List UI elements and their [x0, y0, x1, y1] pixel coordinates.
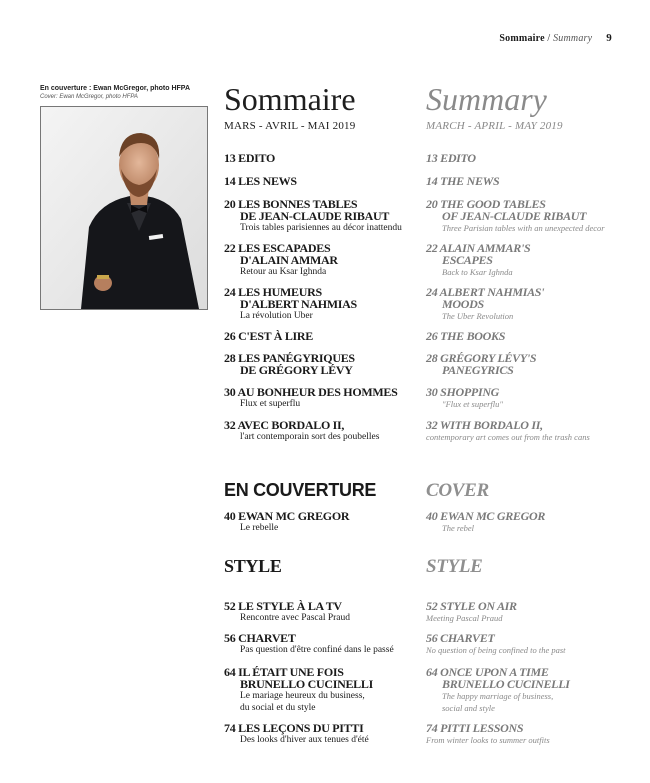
- toc-entry[interactable]: [426, 352, 631, 376]
- entry-page: 74: [426, 721, 438, 735]
- entry-page: 14: [426, 174, 438, 188]
- entry-subtitle: Back to Ksar Ighnda: [442, 267, 513, 277]
- toc-entry[interactable]: [224, 666, 429, 714]
- cover-caption-en: Cover: Ewan McGregor, photo HFPA: [40, 94, 138, 100]
- entry-page: 40: [224, 509, 236, 523]
- entry-title: STYLE ON AIR: [440, 599, 517, 613]
- entry-page: 64: [224, 665, 236, 679]
- entry-title: CHARVET: [238, 631, 296, 645]
- entry-title-line2: OF JEAN-CLAUDE RIBAUT: [442, 209, 587, 223]
- entry-title: LES PANÉGYRIQUES: [238, 351, 355, 365]
- entry-title-line2: ESCAPES: [442, 253, 493, 267]
- entry-title: AVEC BORDALO II,: [237, 418, 345, 432]
- entry-page: 52: [426, 599, 438, 613]
- toc-entry[interactable]: [224, 632, 429, 656]
- toc-entry[interactable]: [224, 152, 429, 164]
- entry-title: LES BONNES TABLES: [238, 197, 358, 211]
- page-number: 9: [606, 32, 612, 44]
- entry-title: THE GOOD TABLES: [440, 197, 546, 211]
- entry-page: 30: [426, 385, 438, 399]
- entry-subtitle: Retour au Ksar Ighnda: [240, 267, 327, 277]
- header-separator: /: [544, 33, 554, 44]
- entry-title: LES LEÇONS DU PITTI: [238, 721, 364, 735]
- entry-subtitle: Le mariage heureux du business,: [240, 691, 365, 701]
- entry-title: THE BOOKS: [440, 329, 506, 343]
- entry-subtitle: Trois tables parisiennes au décor inattendu: [240, 223, 402, 233]
- toc-entry[interactable]: [224, 175, 429, 187]
- toc-entry[interactable]: [224, 198, 429, 234]
- entry-title: CHARVET: [440, 631, 495, 645]
- entry-subtitle: The rebel: [442, 523, 475, 533]
- entry-page: 52: [224, 599, 236, 613]
- toc-entry[interactable]: [224, 386, 429, 410]
- page-header: [499, 32, 612, 44]
- entry-subtitle: La révolution Uber: [240, 311, 313, 321]
- toc-entry[interactable]: [426, 386, 631, 410]
- toc-entry[interactable]: [426, 722, 631, 746]
- entry-subtitle: Des looks d'hiver aux tenues d'été: [240, 735, 369, 745]
- entry-page: 74: [224, 721, 236, 735]
- entry-page: 28: [426, 351, 438, 365]
- toc-entry[interactable]: [426, 286, 631, 322]
- title-sommaire: Sommaire: [224, 81, 356, 117]
- entry-subtitle: Le rebelle: [240, 523, 279, 533]
- toc-entry[interactable]: [224, 722, 429, 746]
- entry-title-line2: D'ALBERT NAHMIAS: [240, 297, 357, 311]
- dates-en: MARCH - APRIL - MAY 2019: [426, 120, 563, 132]
- entry-subtitle: The happy marriage of business,: [442, 691, 554, 701]
- entry-subtitle: Flux et superflu: [240, 399, 301, 409]
- toc-entry[interactable]: [224, 419, 429, 443]
- entry-subtitle-line2: du social et du style: [240, 703, 316, 713]
- entry-page: 24: [224, 285, 236, 299]
- entry-page: 32: [224, 418, 236, 432]
- entry-page: 22: [224, 241, 236, 255]
- entry-subtitle: Pas question d'être confiné dans le passé: [240, 645, 394, 655]
- entry-page: 14: [224, 174, 236, 188]
- entry-title: LES NEWS: [238, 174, 297, 188]
- entry-title-line2: D'ALAIN AMMAR: [240, 253, 338, 267]
- entry-title-line2: DE JEAN-CLAUDE RIBAUT: [240, 209, 390, 223]
- header-sommaire: Sommaire: [499, 33, 545, 44]
- entry-subtitle: Three Parisian tables with an unexpected decor: [442, 223, 605, 233]
- entry-page: 22: [426, 241, 438, 255]
- toc-entry[interactable]: [426, 600, 631, 624]
- entry-page: 13: [224, 151, 236, 165]
- entry-title: EWAN MC GREGOR: [238, 509, 350, 523]
- entry-page: 56: [426, 631, 438, 645]
- entry-title-line2: BRUNELLO CUCINELLI: [240, 677, 373, 691]
- entry-page: 30: [224, 385, 236, 399]
- entry-subtitle-line2: social and style: [442, 703, 495, 713]
- entry-title: EWAN MC GREGOR: [440, 509, 546, 523]
- entry-subtitle: "Flux et superflu": [442, 399, 503, 409]
- toc-entry[interactable]: [426, 330, 631, 342]
- toc-entry[interactable]: [426, 175, 631, 187]
- section-head-style: STYLE: [426, 556, 483, 577]
- entry-page: 64: [426, 665, 438, 679]
- entry-page: 13: [426, 151, 438, 165]
- cover-caption: [40, 84, 210, 102]
- entry-title: EDITO: [440, 151, 476, 165]
- section-head-style: STYLE: [224, 556, 282, 576]
- toc-entry[interactable]: [426, 666, 631, 714]
- entry-title-line2: BRUNELLO CUCINELLI: [442, 677, 570, 691]
- toc-entry[interactable]: [224, 242, 429, 278]
- toc-entry[interactable]: [426, 152, 631, 164]
- entry-title: LE STYLE À LA TV: [238, 599, 342, 613]
- entry-page: 26: [426, 329, 438, 343]
- entry-page: 26: [224, 329, 236, 343]
- entry-title: IL ÉTAIT UNE FOIS: [238, 665, 344, 679]
- section-head-cover: EN COUVERTURE: [224, 480, 377, 500]
- entry-subtitle: From winter looks to summer outfits: [426, 735, 550, 745]
- entry-title: ONCE UPON A TIME: [440, 665, 549, 679]
- cover-photo: [40, 106, 208, 310]
- entry-subtitle: Meeting Pascal Praud: [426, 613, 503, 623]
- title-summary: Summary: [426, 81, 547, 117]
- toc-entry[interactable]: [426, 632, 631, 656]
- entry-title: WITH BORDALO II,: [439, 418, 543, 432]
- toc-entry[interactable]: [426, 242, 631, 278]
- entry-title-line2: DE GRÉGORY LÉVY: [240, 363, 353, 377]
- toc-entry[interactable]: [224, 286, 429, 322]
- entry-page: 20: [426, 197, 438, 211]
- entry-title: AU BONHEUR DES HOMMES: [237, 385, 398, 399]
- entry-subtitle: The Uber Revolution: [442, 311, 514, 321]
- portrait-illustration: [41, 107, 207, 309]
- entry-title: ALBERT NAHMIAS': [439, 285, 545, 299]
- entry-title: LES ESCAPADES: [238, 241, 331, 255]
- cover-caption-fr: En couverture : Ewan McGregor, photo HFPA: [40, 85, 190, 92]
- entry-subtitle: No question of being confined to the past: [426, 645, 566, 655]
- entry-title-line2: MOODS: [442, 297, 484, 311]
- entry-page: 40: [426, 509, 438, 523]
- toc-entry[interactable]: [426, 510, 631, 534]
- entry-title: THE NEWS: [440, 174, 500, 188]
- toc-entry[interactable]: [426, 198, 631, 234]
- entry-title-line2: PANEGYRICS: [442, 363, 514, 377]
- entry-page: 28: [224, 351, 236, 365]
- toc-entry[interactable]: [224, 510, 429, 534]
- entry-title: GRÉGORY LÉVY'S: [440, 351, 537, 365]
- section-head-cover: COVER: [426, 480, 489, 501]
- entry-subtitle: l'art contemporain sort des poubelles: [240, 432, 380, 442]
- toc-entry[interactable]: [426, 419, 631, 443]
- entry-page: 56: [224, 631, 236, 645]
- entry-page: 32: [426, 418, 438, 432]
- entry-title: LES HUMEURS: [238, 285, 322, 299]
- entry-subtitle: Rencontre avec Pascal Praud: [240, 613, 350, 623]
- entry-subtitle: contemporary art comes out from the trash cans: [426, 432, 590, 442]
- dates-fr: MARS - AVRIL - MAI 2019: [224, 120, 356, 132]
- entry-title: EDITO: [238, 151, 276, 165]
- entry-title: C'EST À LIRE: [238, 329, 313, 343]
- toc-entry[interactable]: [224, 352, 429, 376]
- entry-title: PITTI LESSONS: [440, 721, 524, 735]
- entry-title: ALAIN AMMAR'S: [439, 241, 531, 255]
- entry-page: 24: [426, 285, 438, 299]
- toc-entry[interactable]: [224, 600, 429, 624]
- header-summary: Summary: [553, 33, 593, 44]
- entry-page: 20: [224, 197, 236, 211]
- toc-entry[interactable]: [224, 330, 429, 342]
- entry-title: SHOPPING: [440, 385, 500, 399]
